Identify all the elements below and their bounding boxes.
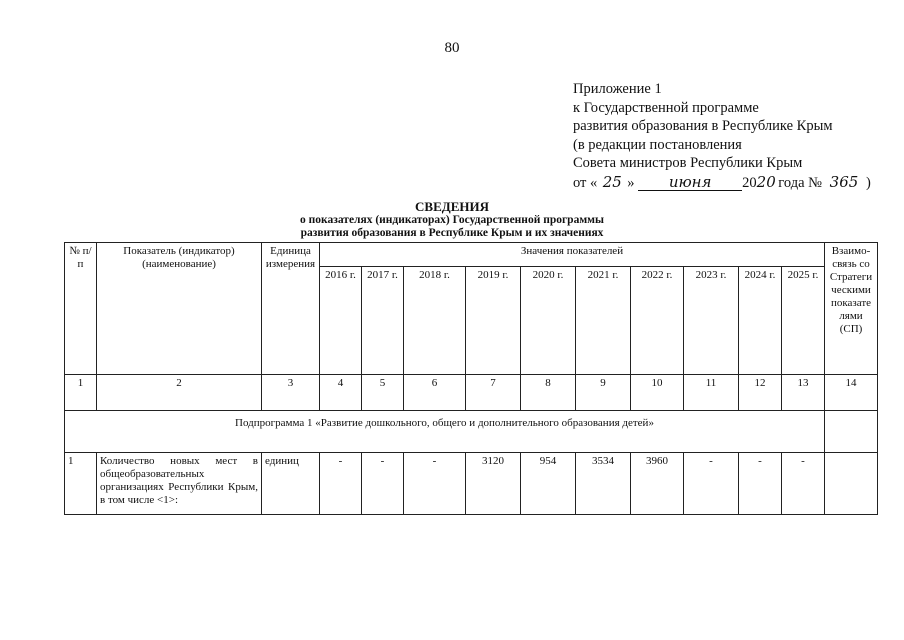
- column-number: 14: [825, 375, 878, 411]
- column-number-row: [65, 375, 878, 411]
- handwritten-year: 20: [756, 172, 776, 191]
- handwritten-month: июня: [638, 174, 742, 191]
- handwritten-number: 365: [829, 172, 859, 191]
- indicators-table: [64, 242, 878, 515]
- header-values: Значения показателей: [320, 243, 825, 267]
- handwritten-day: 25: [602, 172, 622, 191]
- row-value: -: [404, 453, 466, 515]
- row-value: 3960: [631, 453, 684, 515]
- year-header: 2018 г.: [404, 267, 466, 375]
- heading-line-2: о показателях (индикаторах) Государственной программы: [300, 214, 604, 226]
- year-header: 2023 г.: [684, 267, 739, 375]
- year-header: 2021 г.: [576, 267, 631, 375]
- row-value: -: [684, 453, 739, 515]
- row-num: 1: [65, 453, 97, 515]
- heading-line-3: развития образования в Республике Крым и их значениях: [300, 227, 604, 239]
- column-number: 1: [65, 375, 97, 411]
- row-value: -: [362, 453, 404, 515]
- date-year-word: года №: [774, 174, 822, 191]
- row-value: -: [320, 453, 362, 515]
- appendix-line-3: развития образования в Республике Крым: [573, 118, 833, 134]
- date-year-prefix: 20: [742, 174, 757, 191]
- column-number: 13: [782, 375, 825, 411]
- row-value: 954: [521, 453, 576, 515]
- subprogram-row: [65, 411, 878, 453]
- document-heading: [0, 199, 904, 240]
- column-number: 2: [97, 375, 262, 411]
- column-number: 10: [631, 375, 684, 411]
- appendix-line-5: Совета министров Республики Крым: [573, 155, 803, 171]
- row-value: -: [739, 453, 782, 515]
- heading-title: СВЕДЕНИЯ: [415, 199, 489, 214]
- year-header: 2016 г.: [320, 267, 362, 375]
- row-indicator: Количество новых мест в общеобразовательных организациях Республики Крым, в том числе <1>:: [97, 453, 262, 515]
- year-header: 2025 г.: [782, 267, 825, 375]
- table-row: [65, 453, 878, 515]
- column-number: 5: [362, 375, 404, 411]
- row-relation: [825, 453, 878, 515]
- column-number: 3: [262, 375, 320, 411]
- appendix-line-2: к Государственной программе: [573, 99, 759, 116]
- column-number: 11: [684, 375, 739, 411]
- row-unit: единиц: [262, 453, 320, 515]
- year-header: 2019 г.: [466, 267, 521, 375]
- header-relation: Взаимо- связь со Стратеги ческими показате лями (СП): [825, 243, 878, 375]
- header-num: № п/п: [65, 243, 97, 375]
- date-mid: »: [627, 174, 639, 191]
- appendix-date-line: [573, 173, 871, 193]
- year-header: 2020 г.: [521, 267, 576, 375]
- year-header: 2022 г.: [631, 267, 684, 375]
- appendix-block: [573, 80, 871, 192]
- column-number: 7: [466, 375, 521, 411]
- column-number: 8: [521, 375, 576, 411]
- date-close: ): [865, 174, 871, 191]
- row-value: 3534: [576, 453, 631, 515]
- page-number: 80: [444, 40, 460, 56]
- year-header: 2017 г.: [362, 267, 404, 375]
- appendix-line-4: (в редакции постановления: [573, 136, 742, 153]
- row-value: 3120: [466, 453, 521, 515]
- header-unit: Единица измерения: [262, 243, 320, 375]
- year-header: 2024 г.: [739, 267, 782, 375]
- subprogram-title: Подпрограмма 1 «Развитие дошкольного, общего и дополнительного образования детей»: [65, 411, 825, 453]
- column-number: 12: [739, 375, 782, 411]
- subprogram-relation-cell: [825, 411, 878, 453]
- appendix-line-1: Приложение 1: [573, 81, 662, 97]
- column-number: 9: [576, 375, 631, 411]
- column-number: 4: [320, 375, 362, 411]
- header-row-1: [65, 243, 878, 267]
- column-number: 6: [404, 375, 466, 411]
- row-value: -: [782, 453, 825, 515]
- header-indicator: Показатель (индикатор) (наименование): [97, 243, 262, 375]
- date-prefix: от «: [573, 174, 598, 191]
